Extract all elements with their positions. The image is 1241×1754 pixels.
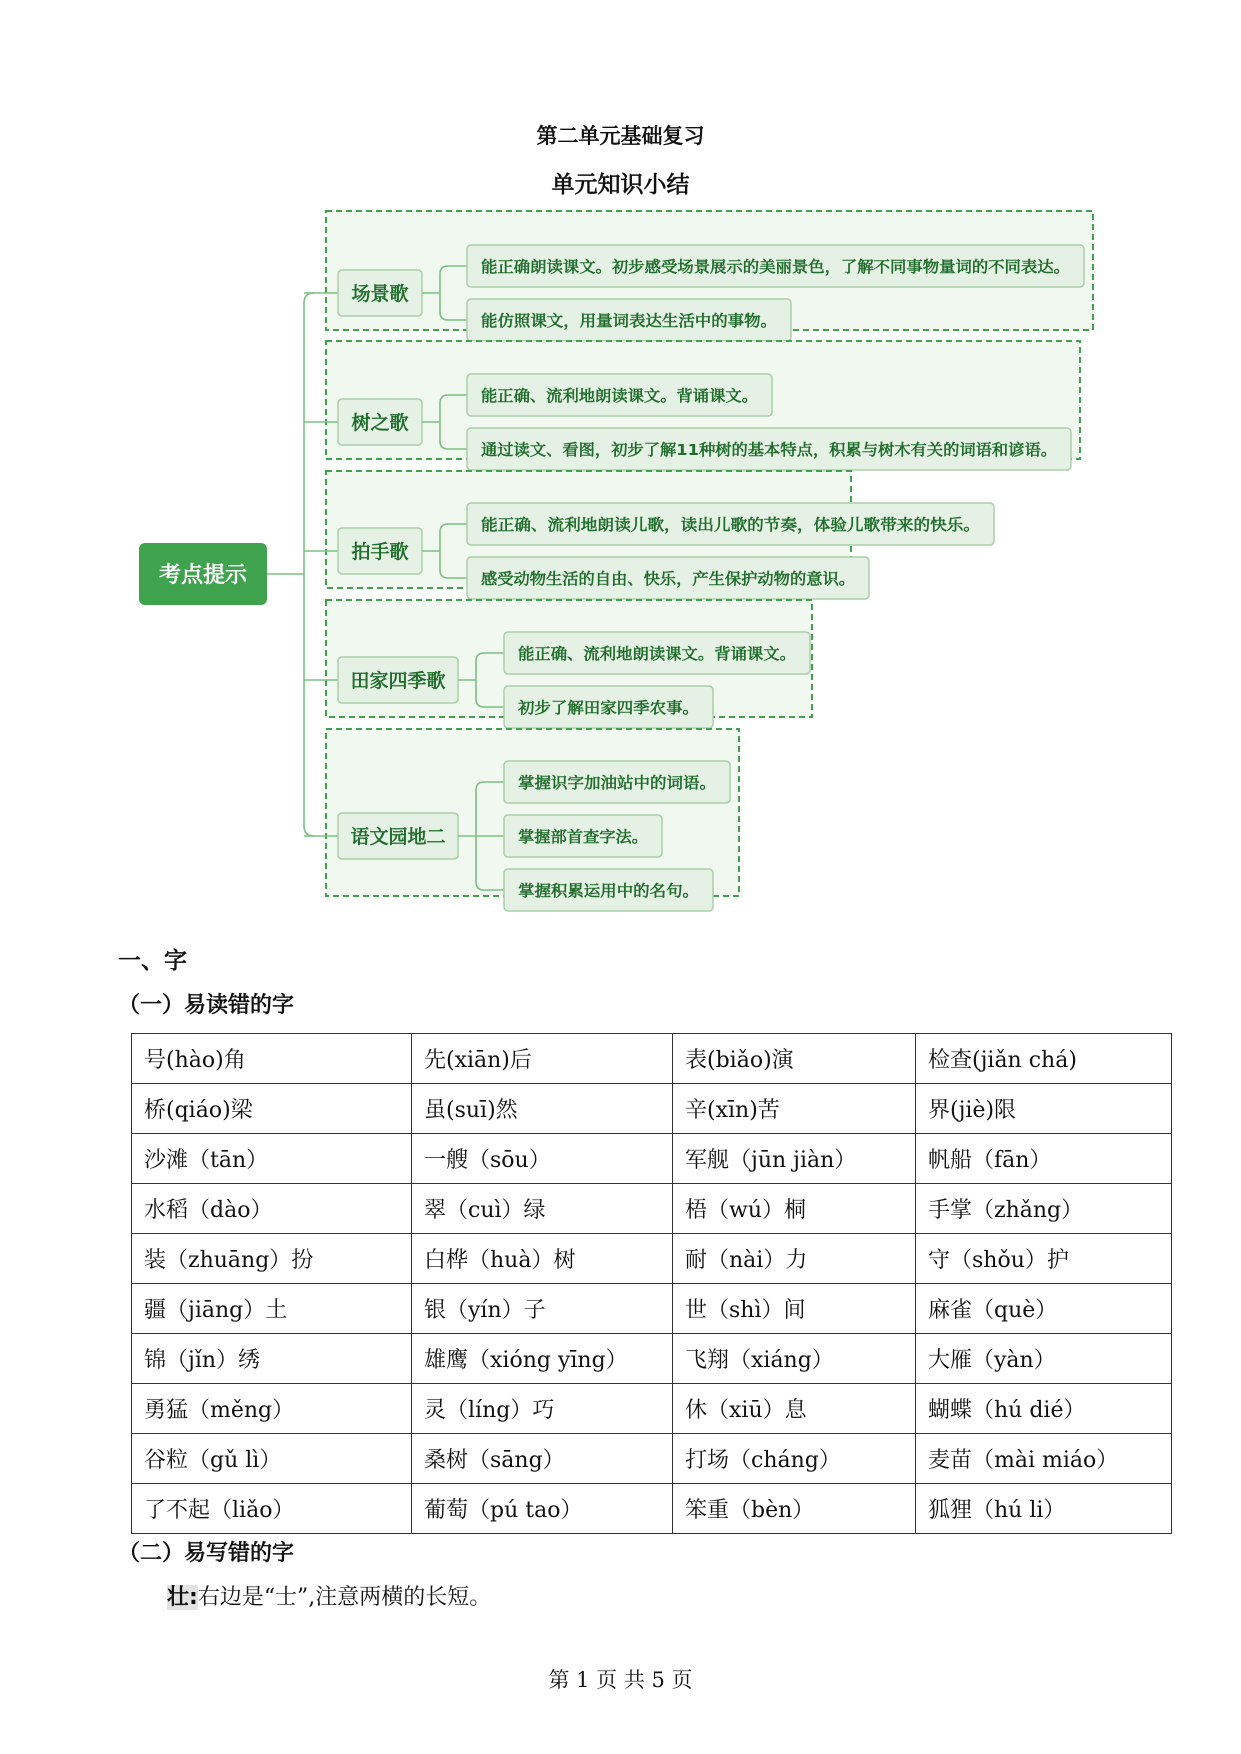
table-cell: 梧（wú）桐	[673, 1184, 916, 1234]
table-row	[132, 1384, 1172, 1434]
table-cell: 耐（nài）力	[673, 1234, 916, 1284]
table-cell: 狐狸（hú li）	[916, 1484, 1172, 1534]
table-cell: 世（shì）间	[673, 1284, 916, 1334]
table-cell: 白桦（huà）树	[412, 1234, 673, 1284]
table-cell: 疆（jiāng）土	[132, 1284, 412, 1334]
table-cell: 装（zhuāng）扮	[132, 1234, 412, 1284]
table-cell: 银（yín）子	[412, 1284, 673, 1334]
document-title: 第二单元基础复习	[536, 124, 705, 148]
mindmap-item-text: 感受动物生活的自由、快乐，产生保护动物的意识。	[481, 570, 838, 588]
section-heading: 一、字	[118, 948, 187, 974]
table-cell: 桥(qiáo)梁	[132, 1084, 412, 1134]
table-cell: 麻雀（què）	[916, 1284, 1172, 1334]
mindmap-item-text: 通过读文、看图，初步了解11种树的基本特点，积累与树木有关的词语和谚语。	[481, 441, 1030, 459]
table-cell: 笨重（bèn）	[673, 1484, 916, 1534]
table-cell: 号(hào)角	[132, 1034, 412, 1084]
table-row	[132, 1284, 1172, 1334]
mindmap-root-label: 考点提示	[158, 563, 248, 588]
mindmap-item-text: 掌握部首查字法。	[518, 828, 643, 846]
table-cell: 先(xiān)后	[412, 1034, 673, 1084]
table-row	[132, 1434, 1172, 1484]
table-cell: 军舰（jūn jiàn）	[673, 1134, 916, 1184]
table-row	[132, 1334, 1172, 1384]
mindmap-item-text: 能正确朗读课文。初步感受场景展示的美丽景色，了解不同事物量词的不同表达。	[481, 258, 1040, 276]
table-cell: 麦苗（mài miáo）	[916, 1434, 1172, 1484]
table-cell: 手掌（zhǎng）	[916, 1184, 1172, 1234]
table-cell: 雄鹰（xióng yīng）	[412, 1334, 673, 1384]
mindmap-item-text: 掌握积累运用中的名句。	[518, 882, 689, 900]
mindmap-branch-label: 语文园地二	[350, 826, 446, 848]
table-cell: 休（xiū）息	[673, 1384, 916, 1434]
table-cell: 打场（cháng）	[673, 1434, 916, 1484]
table-cell: 辛(xīn)苦	[673, 1084, 916, 1134]
mindmap-trunk-line	[304, 293, 314, 836]
table-cell: 一艘（sōu）	[412, 1134, 673, 1184]
table-cell: 灵（líng）巧	[412, 1384, 673, 1434]
mindmap-branch-label: 拍手歌	[351, 541, 409, 563]
page-footer: 第 1 页 共 5 页	[548, 1668, 693, 1692]
table-cell: 大雁（yàn）	[916, 1334, 1172, 1384]
table-cell: 界(jiè)限	[916, 1084, 1172, 1134]
table-cell: 蝴蝶（hú dié）	[916, 1384, 1172, 1434]
mindmap-item-text: 掌握识字加油站中的词语。	[518, 774, 705, 792]
sub-heading-miswritten: （二）易写错的字	[118, 1541, 295, 1566]
table-row	[132, 1134, 1172, 1184]
note-key-char: 壮:	[167, 1585, 198, 1610]
table-cell: 谷粒（gǔ lì）	[132, 1434, 412, 1484]
document-subtitle: 单元知识小结	[551, 172, 690, 198]
table-cell: 水稻（dào）	[132, 1184, 412, 1234]
table-row	[132, 1084, 1172, 1134]
table-cell: 葡萄（pú tao）	[412, 1484, 673, 1534]
table-row	[132, 1184, 1172, 1234]
mindmap-item-text: 能正确、流利地朗读儿歌，读出儿歌的节奏，体验儿歌带来的快乐。	[481, 516, 947, 534]
mindmap-item-text: 初步了解田家四季农事。	[518, 699, 689, 717]
table-cell: 表(biǎo)演	[673, 1034, 916, 1084]
note-text: 右边是“士”,注意两横的长短。	[197, 1585, 492, 1610]
mindmap-item-text: 能正确、流利地朗读课文。背诵课文。	[518, 645, 782, 663]
table-cell: 守（shǒu）护	[916, 1234, 1172, 1284]
table-cell: 虽(suī)然	[412, 1084, 673, 1134]
table-cell: 锦（jǐn）绣	[132, 1334, 412, 1384]
table-row	[132, 1484, 1172, 1534]
table-cell: 翠（cuì）绿	[412, 1184, 673, 1234]
sub-heading-misread: （一）易读错的字	[118, 993, 295, 1018]
table-cell: 飞翔（xiáng）	[673, 1334, 916, 1384]
table-row	[132, 1234, 1172, 1284]
table-row	[132, 1034, 1172, 1084]
mindmap-branch-label: 树之歌	[351, 412, 409, 434]
table-cell: 沙滩（tān）	[132, 1134, 412, 1184]
table-cell: 桑树（sāng）	[412, 1434, 673, 1484]
mindmap-item-text: 能仿照课文，用量词表达生活中的事物。	[481, 312, 761, 330]
miswritten-note	[167, 1580, 491, 1611]
table-cell: 了不起（liǎo）	[132, 1484, 412, 1534]
table-cell: 勇猛（měng）	[132, 1384, 412, 1434]
misread-words-table	[131, 1033, 1172, 1534]
mindmap-branch-label: 田家四季歌	[350, 670, 446, 692]
mindmap-item-text: 能正确、流利地朗读课文。背诵课文。	[481, 387, 745, 405]
table-cell: 帆船（fān）	[916, 1134, 1172, 1184]
mindmap-branch-label: 场景歌	[351, 283, 409, 305]
table-cell: 检查(jiǎn chá)	[916, 1034, 1172, 1084]
